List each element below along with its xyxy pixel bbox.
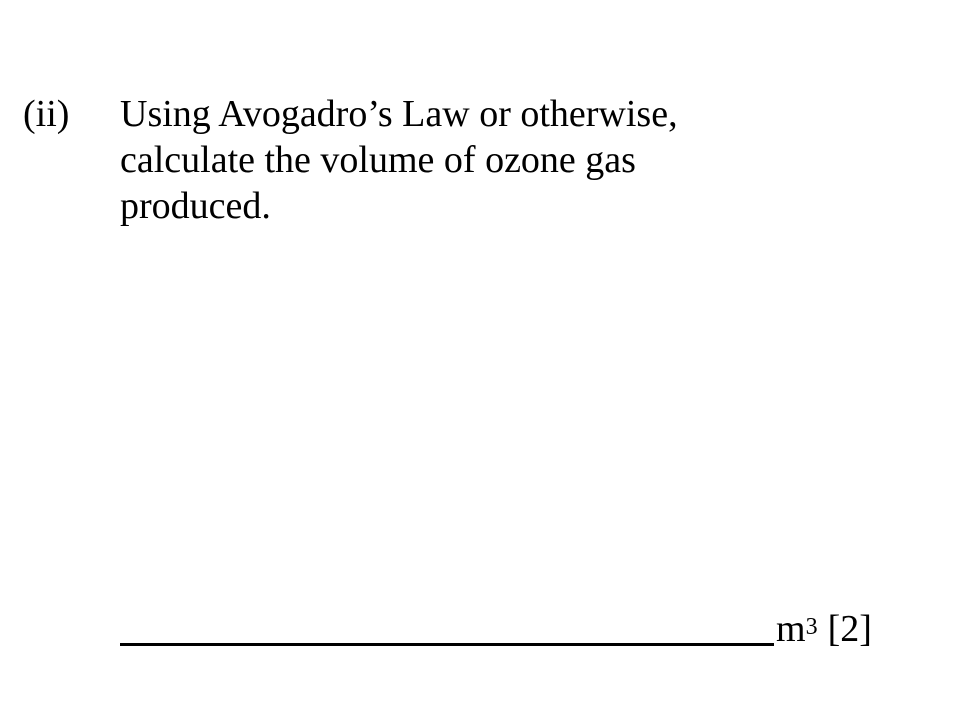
question-line: produced. <box>120 185 271 227</box>
question-text <box>120 91 920 229</box>
unit-base: m <box>776 608 806 650</box>
unit-exponent: 3 <box>805 614 818 640</box>
answer-suffix <box>776 606 872 652</box>
marks-label: [2] <box>827 608 872 650</box>
answer-row <box>120 596 872 650</box>
answer-unit <box>776 608 818 650</box>
answer-blank-line[interactable] <box>120 604 774 646</box>
question-line: Using Avogadro’s Law or otherwise, <box>120 93 678 135</box>
question-line: calculate the volume of ozone gas <box>120 139 636 181</box>
question-number: (ii) <box>23 93 70 135</box>
